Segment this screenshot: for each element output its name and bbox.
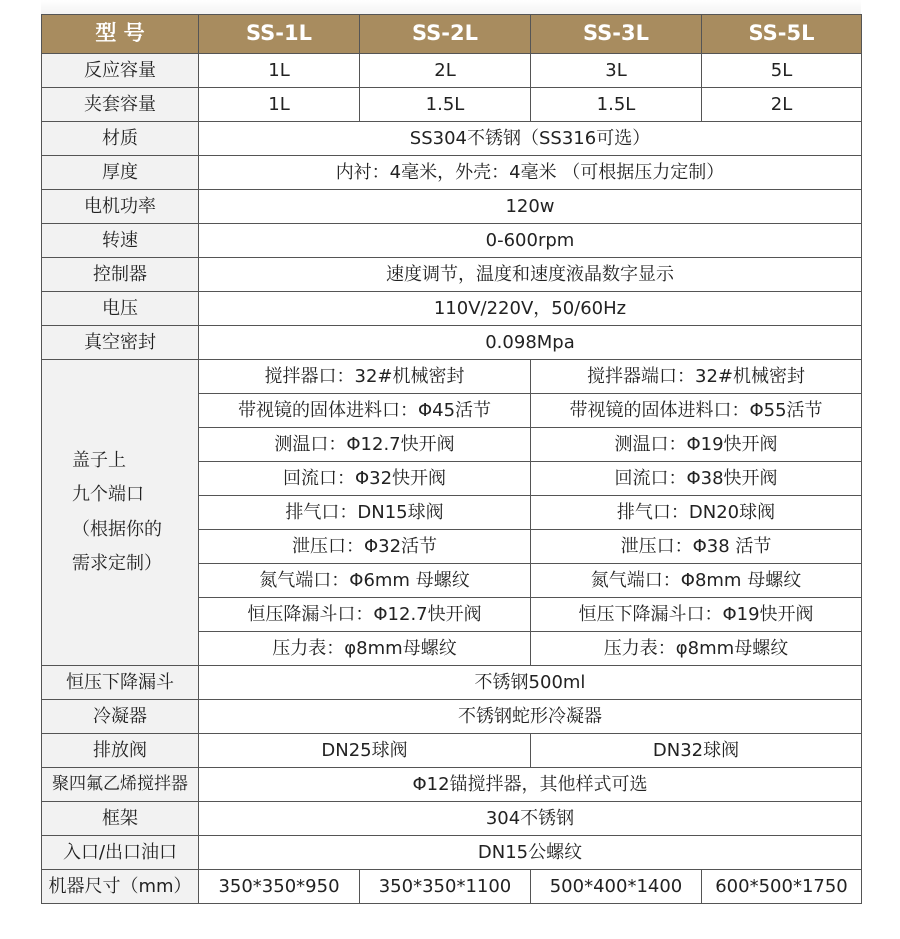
port-cell-small: 测温口：Φ12.7快开阀 (199, 428, 531, 462)
cell-value: Φ12锚搅拌器，其他样式可选 (199, 768, 862, 802)
row-label: 冷凝器 (42, 700, 199, 734)
port-cell-small: 排气口：DN15球阀 (199, 496, 531, 530)
header-model: 型 号 (42, 15, 199, 54)
spec-table (41, 14, 862, 904)
cell-value: DN32球阀 (531, 734, 862, 768)
port-cell-large: 带视镜的固体进料口：Φ55活节 (531, 394, 862, 428)
row-label: 电压 (42, 292, 199, 326)
ports-label-line: 盖子上 (72, 450, 126, 472)
top-shadow (41, 0, 861, 14)
row-jacket-capacity (42, 88, 862, 122)
row-vacuum-seal (42, 326, 862, 360)
row-label: 夹套容量 (42, 88, 199, 122)
ports-label-line: 需求定制） (72, 552, 162, 574)
cell-value: 0-600rpm (199, 224, 862, 258)
cell-value: 0.098Mpa (199, 326, 862, 360)
row-ptfe-stirrer (42, 768, 862, 802)
row-voltage (42, 292, 862, 326)
cell-value: DN25球阀 (199, 734, 531, 768)
row-label: 厚度 (42, 156, 199, 190)
port-cell-small: 回流口：Φ32快开阀 (199, 462, 531, 496)
port-cell-large: 测温口：Φ19快开阀 (531, 428, 862, 462)
row-label: 恒压下降漏斗 (42, 666, 199, 700)
header-model-3: SS-3L (531, 15, 702, 54)
row-condenser (42, 700, 862, 734)
cell-value: 1L (199, 88, 360, 122)
row-frame (42, 802, 862, 836)
port-cell-large: 氮气端口：Φ8mm 母螺纹 (531, 564, 862, 598)
row-dimensions (42, 870, 862, 904)
row-label: 聚四氟乙烯搅拌器 (42, 768, 199, 802)
cell-value: 5L (702, 54, 862, 88)
row-label: 排放阀 (42, 734, 199, 768)
row-label: 机器尺寸（mm） (42, 870, 199, 904)
cell-value: 120w (199, 190, 862, 224)
port-cell-small: 氮气端口：Φ6mm 母螺纹 (199, 564, 531, 598)
row-speed (42, 224, 862, 258)
row-label: 材质 (42, 122, 199, 156)
row-motor-power (42, 190, 862, 224)
cell-value: 2L (360, 54, 531, 88)
cell-value: DN15公螺纹 (199, 836, 862, 870)
cell-value: 不锈钢500ml (199, 666, 862, 700)
cell-value: 不锈钢蛇形冷凝器 (199, 700, 862, 734)
cell-value: 600*500*1750 (702, 870, 862, 904)
cell-value: 1L (199, 54, 360, 88)
cell-value: 1.5L (531, 88, 702, 122)
row-thickness (42, 156, 862, 190)
header-model-4: SS-5L (702, 15, 862, 54)
port-cell-large: 恒压下降漏斗口：Φ19快开阀 (531, 598, 862, 632)
row-discharge-valve (42, 734, 862, 768)
ports-label-line: （根据你的 (72, 518, 162, 540)
row-label: 转速 (42, 224, 199, 258)
row-funnel (42, 666, 862, 700)
row-label: 入口/出口油口 (42, 836, 199, 870)
row-reaction-capacity (42, 54, 862, 88)
cell-value: 2L (702, 88, 862, 122)
cell-value: 304不锈钢 (199, 802, 862, 836)
port-cell-large: 压力表：φ8mm母螺纹 (531, 632, 862, 666)
port-cell-large: 搅拌器端口：32#机械密封 (531, 360, 862, 394)
cell-value: 350*350*1100 (360, 870, 531, 904)
row-port (42, 360, 862, 394)
cell-value: 速度调节，温度和速度液晶数字显示 (199, 258, 862, 292)
row-label: 控制器 (42, 258, 199, 292)
ports-label (42, 360, 199, 666)
port-cell-large: 排气口：DN20球阀 (531, 496, 862, 530)
row-material (42, 122, 862, 156)
cell-value: 110V/220V，50/60Hz (199, 292, 862, 326)
header-row (42, 15, 862, 54)
header-model-1: SS-1L (199, 15, 360, 54)
row-oil-port (42, 836, 862, 870)
cell-value: 1.5L (360, 88, 531, 122)
row-label: 真空密封 (42, 326, 199, 360)
row-label: 框架 (42, 802, 199, 836)
cell-value: SS304不锈钢（SS316可选） (199, 122, 862, 156)
cell-value: 内衬：4毫米，外壳：4毫米 （可根据压力定制） (199, 156, 862, 190)
port-cell-small: 带视镜的固体进料口：Φ45活节 (199, 394, 531, 428)
port-cell-small: 泄压口：Φ32活节 (199, 530, 531, 564)
cell-value: 500*400*1400 (531, 870, 702, 904)
port-cell-large: 泄压口：Φ38 活节 (531, 530, 862, 564)
cell-value: 350*350*950 (199, 870, 360, 904)
port-cell-small: 搅拌器口：32#机械密封 (199, 360, 531, 394)
row-label: 反应容量 (42, 54, 199, 88)
port-cell-large: 回流口：Φ38快开阀 (531, 462, 862, 496)
port-cell-small: 压力表：φ8mm母螺纹 (199, 632, 531, 666)
port-cell-small: 恒压降漏斗口：Φ12.7快开阀 (199, 598, 531, 632)
cell-value: 3L (531, 54, 702, 88)
ports-label-line: 九个端口 (72, 484, 144, 506)
header-model-2: SS-2L (360, 15, 531, 54)
row-controller (42, 258, 862, 292)
row-label: 电机功率 (42, 190, 199, 224)
